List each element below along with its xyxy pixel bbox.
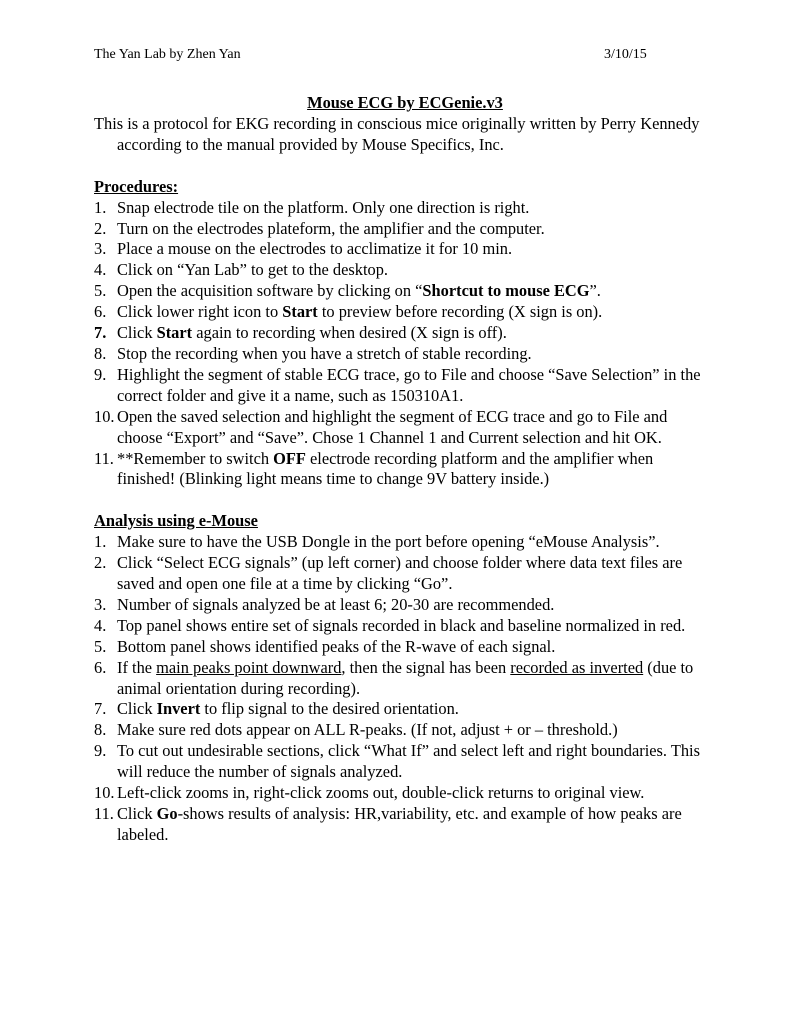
procedure-step: 8. Stop the recording when you have a stretch of stable recording. bbox=[94, 343, 532, 363]
header-date: 3/10/15 bbox=[604, 47, 647, 62]
analysis-step: 3. Number of signals analyzed be at least 6; 20-30 are recommended. bbox=[94, 594, 555, 614]
analysis-step: 4. Top panel shows entire set of signals recorded in black and baseline normalized in red. bbox=[94, 615, 686, 635]
analysis-step: 8. Make sure red dots appear on ALL R-peaks. (If not, adjust + or – threshold.) bbox=[94, 720, 618, 740]
procedure-step: 6. Click lower right icon to Start to preview before recording (X sign is on). bbox=[94, 302, 603, 322]
analysis-step: 1. Make sure to have the USB Dongle in the port before opening “eMouse Analysis”. bbox=[94, 532, 660, 552]
intro-paragraph: This is a protocol for EKG recording in conscious mice originally written by Perry Kennedy according to the manual provided by Mouse Specifics, Inc. bbox=[94, 113, 700, 154]
analysis-step: 9. To cut out undesirable sections, click “What If” and select left and right boundaries. This will reduce the number of signals analyzed. bbox=[94, 741, 700, 782]
analysis-step: 7. Click Invert to flip signal to the desired orientation. bbox=[94, 699, 459, 719]
procedure-step: 7. Click Start again to recording when desired (X sign is off). bbox=[94, 323, 507, 343]
analysis-step: 5. Bottom panel shows identified peaks of the R-wave of each signal. bbox=[94, 636, 556, 656]
analysis-step: 6. If the main peaks point downward, then the signal has been recorded as inverted (due to animal orientation during recording). bbox=[94, 657, 694, 698]
document-body bbox=[94, 93, 704, 846]
procedure-step: 3. Place a mouse on the electrodes to acclimatize it for 10 min. bbox=[94, 239, 513, 259]
document-title: Mouse ECG by ECGenie.v3 bbox=[307, 93, 503, 112]
procedure-step: 5. Open the acquisition software by clicking on “Shortcut to mouse ECG”. bbox=[94, 281, 601, 301]
analysis-step: 10. Left-click zooms in, right-click zooms out, double-click returns to original view. bbox=[94, 783, 645, 803]
analysis-heading: Analysis using e-Mouse bbox=[94, 511, 258, 531]
procedure-step: 11. **Remember to switch OFF electrode recording platform and the amplifier when finished! (Blinking light means time to change 9V battery inside.) bbox=[94, 448, 654, 489]
procedure-step: 1. Snap electrode tile on the platform. Only one direction is right. bbox=[94, 197, 530, 217]
procedures-heading: Procedures: bbox=[94, 176, 179, 196]
header-left: The Yan Lab by Zhen Yan bbox=[94, 47, 241, 62]
procedures-list bbox=[94, 198, 704, 491]
procedure-step: 2. Turn on the electrodes plateform, the amplifier and the computer. bbox=[94, 218, 545, 238]
procedure-step: 9. Highlight the segment of stable ECG trace, go to File and choose “Save Selection” in the correct folder and give it a name, such as 150310A1. bbox=[94, 364, 701, 405]
analysis-list bbox=[94, 532, 704, 846]
analysis-step: 11. Click Go-shows results of analysis: HR,variability, etc. and example of how peaks are labeled. bbox=[94, 804, 682, 844]
procedure-step: 4. Click on “Yan Lab” to get to the desktop. bbox=[94, 260, 389, 280]
analysis-step: 2. Click “Select ECG signals” (up left corner) and choose folder where data text files are saved and open one file at a time by clicking “Go”. bbox=[94, 553, 683, 594]
procedure-step: 10. Open the saved selection and highlight the segment of ECG trace and go to File and choose “Export” and “Save”. Chose 1 Channel 1 and Current selection and hit OK. bbox=[94, 406, 668, 447]
